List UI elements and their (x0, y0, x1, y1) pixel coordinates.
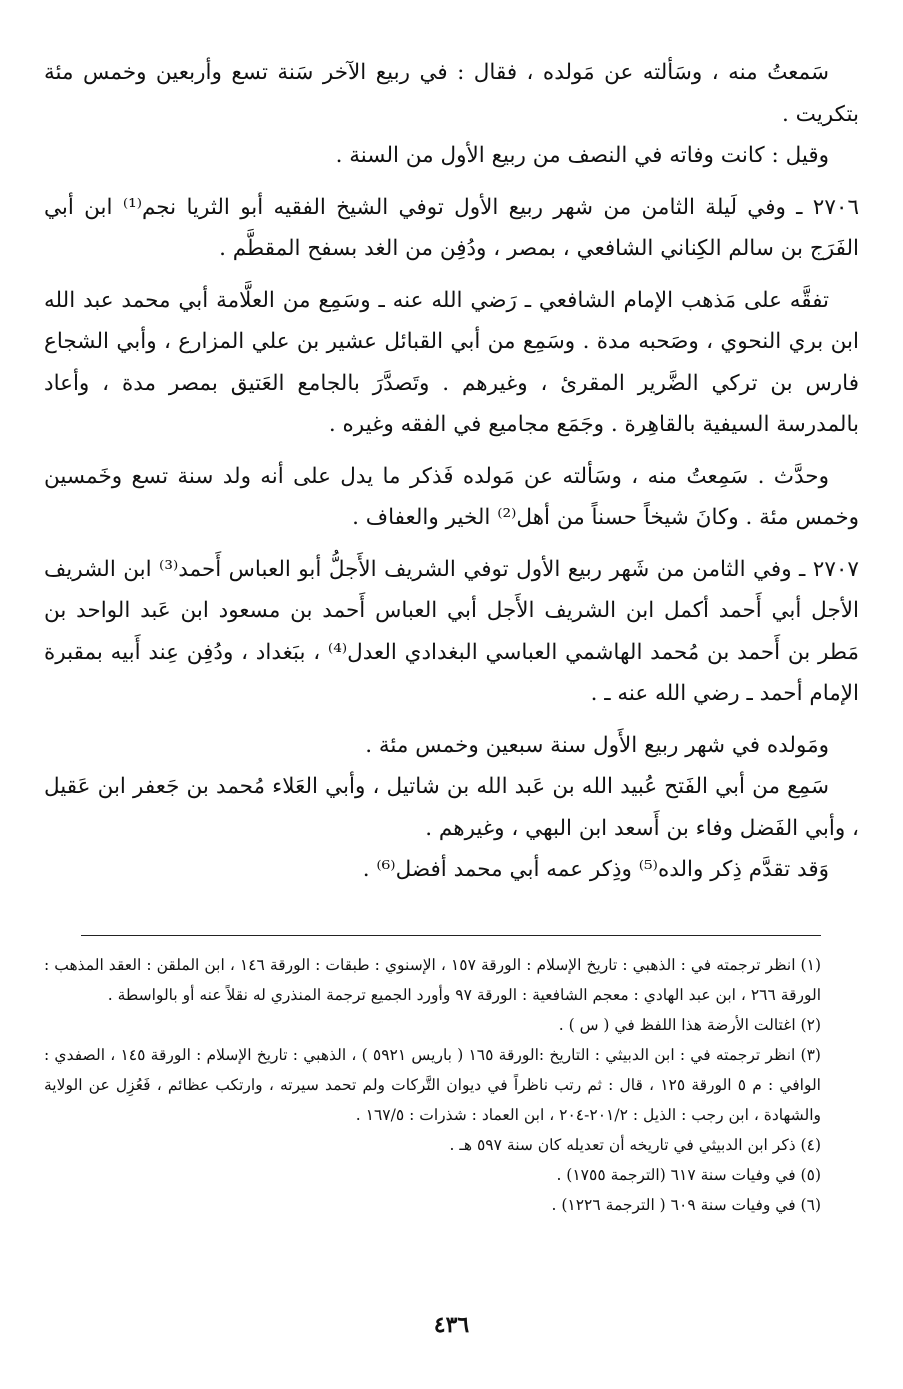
paragraph: وَقد تقدَّم ذِكر والده⁽⁵⁾ وذِكر عمه أبي محمد أفضل⁽⁶⁾ . (362, 857, 829, 882)
page-number: ٤٣٦ (433, 1312, 470, 1338)
footnote: (٥) في وفيات سنة ٦١٧ (الترجمة ١٧٥٥) . (556, 1166, 821, 1184)
entry-2707: ٢٧٠٧ ـ وفي الثامن من شَهر ربيع الأول توفي الشريف الأَجلُّ أبو العباس أَحمد⁽³⁾ ابن الشريف الأجل أبي أَحمد أكمل ابن الشريف الأَجل أبي العباس أَحمد بن مسعود ابن عَبد الواحد بن مَطر بن أَحمد بن مُحمد الهاشمي العباسي البغدادي العدل⁽⁴⁾ ، ببَغداد ، ودُفِن عِند أَبيه بمقبرة الإمام أحمد ـ رضي الله عنه ـ . (44, 556, 859, 706)
paragraph: سَمعتُ منه ، وسَألته عن مَولده ، فقال : في ربيع الآخر سَنة تسع وأربعين وخمس مئة بتكريت . (44, 60, 859, 127)
footnote: (١) انظر ترجمته في : الذهبي : تاريخ الإسلام : الورقة ١٥٧ ، الإسنوي : طبقات : الورقة ١٤٦ ، ابن الملقن : العقد المذهب : الورقة ٢٦٦ ، ابن عبد الهادي : معجم الشافعية : الورقة ٩٧ وأورد الجميع ترجمة المنذري له نقلاً عنه أو بالواسطة . (44, 956, 821, 1004)
paragraph: ومَولده في شهر ربيع الأَول سنة سبعين وخمس مئة . (365, 732, 829, 758)
footnote: (٢) اغتالت الأرضة هذا اللفظ في ( س ) . (558, 1016, 821, 1034)
footnote-divider (81, 935, 821, 936)
paragraph: سَمِع من أبي الفَتح عُبيد الله بن عَبد الله بن شاتيل ، وأبي العَلاء مُحمد بن جَعفر ابن عَقيل ، وأبي الفَضل وفاء بن أَسعد ابن البهي ، وغيرهم . (44, 774, 859, 841)
footnotes (44, 950, 821, 1220)
footnote: (٤) ذكر ابن الدبيثي في تاريخه أن تعديله كان سنة ٥٩٧ هـ . (449, 1136, 821, 1154)
paragraph: وقيل : كانت وفاته في النصف من ربيع الأول من السنة . (335, 143, 829, 168)
entry-2706: ٢٧٠٦ ـ وفي لَيلة الثامن من شهر ربيع الأول توفي الشيخ الفقيه أبو الثريا نجم⁽¹⁾ ابن أبي الفَرَج بن سالم الكِناني الشافعي ، بمصر ، ودُفِن من الغد بسفح المقطَّم . (44, 194, 859, 261)
paragraph: وحدَّث . سَمِعتُ منه ، وسَألته عن مَولده فَذكر ما يدل على أنه ولد سنة تسع وخَمسين وخمس مئة . وكانَ شيخاً حسناً من أهل⁽²⁾ الخير والعفاف . (44, 463, 859, 530)
footnote: (٦) في وفيات سنة ٦٠٩ ( الترجمة ١٢٢٦) . (551, 1196, 821, 1214)
paragraph: تفقَّه على مَذهب الإمام الشافعي ـ رَضي الله عنه ـ وسَمِع من العلَّامة أبي محمد عبد الله ابن بري النحوي ، وصَحبه مدة . وسَمِع من أبي القبائل عشير بن علي المزارع ، وأبي الشجاع فارس بن تركي الضَّرير المقرئ ، وغيرهم . وتَصدَّرَ بالجامع العَتيق بمصر مدة ، وأعاد بالمدرسة السيفية بالقاهِرة . وجَمَع مجاميع في الفقه وغيره . (44, 287, 859, 437)
footnote: (٣) انظر ترجمته في : ابن الدبيثي : التاريخ :الورقة ١٦٥ ( باريس ٥٩٢١ ) ، الذهبي : تاريخ الإسلام : الورقة ١٤٥ ، الصفدي : الوافي : م ٥ الورقة ١٢٥ ، قال : ثم رتب ناظراً في ديوان التَّركات ولم تحمد سيرته ، وارتكب عظائم ، فَعُزِل عن الولاية والشهادة ، ابن رجب : الذيل : ٢٠١/٢-٢٠٤ ، ابن العماد : شذرات : ١٦٧/٥ . (44, 1046, 821, 1124)
main-text (44, 52, 859, 891)
